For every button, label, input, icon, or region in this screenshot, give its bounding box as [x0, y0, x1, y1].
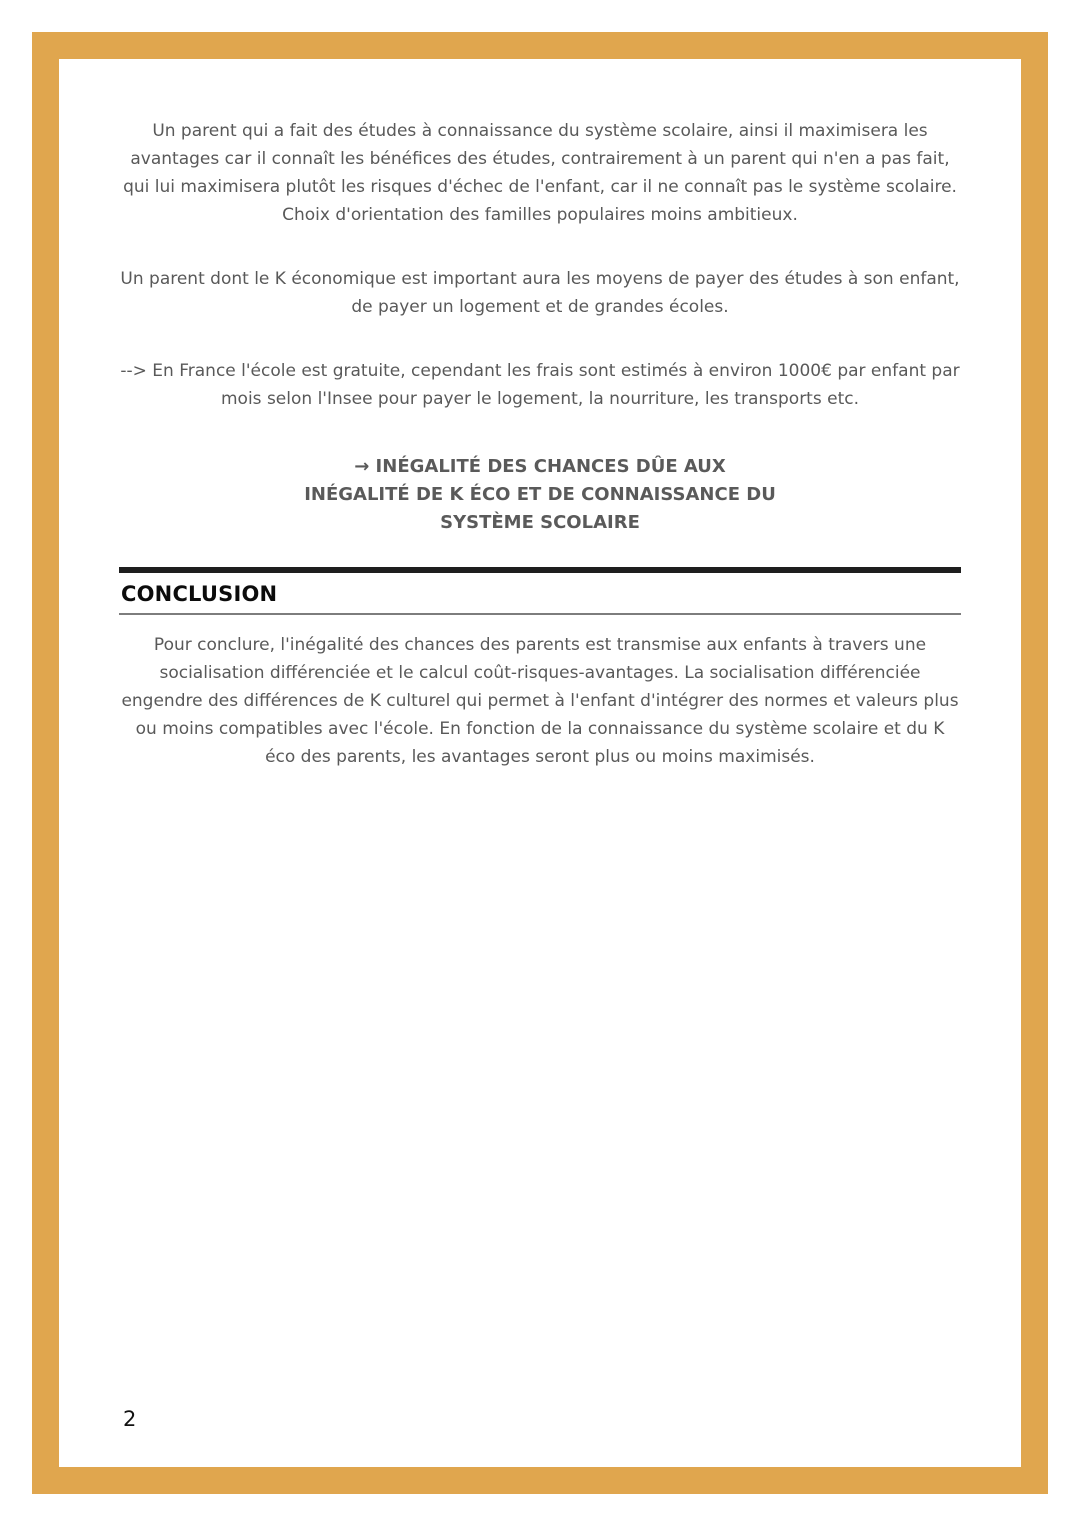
paragraph-k-economique: Un parent dont le K économique est important aura les moyens de payer des études à son enfant, de payer un logement et de grandes écoles. [120, 269, 960, 317]
emphasis-line-2: INÉGALITÉ DE K ÉCO ET DE CONNAISSANCE DU [304, 484, 776, 505]
page-number: 2 [123, 1407, 137, 1431]
page-frame [32, 32, 1048, 1494]
paragraph-ecole-gratuite: --> En France l'école est gratuite, cependant les frais sont estimés à environ 1000€ par enfant par mois selon l'Insee pour payer le logement, la nourriture, les transports etc. [120, 361, 960, 409]
conclusion-paragraph: Pour conclure, l'inégalité des chances des parents est transmise aux enfants à travers une socialisation différenciée et le calcul coût-risques-avantages. La socialisation différenciée engendre des différences de K culturel qui permet à l'enfant d'intégrer des normes et valeurs plus ou moins compatibles avec l'école. En fonction de la connaissance du système scolaire et du K éco des parents, les avantages seront plus ou moins maximisés. [121, 635, 959, 767]
emphasis-block [119, 453, 961, 537]
page-content [59, 59, 1021, 771]
conclusion-heading: CONCLUSION [121, 582, 278, 606]
emphasis-line-1: → INÉGALITÉ DES CHANCES DÛE AUX [354, 456, 726, 477]
emphasis-line-3: SYSTÈME SCOLAIRE [440, 512, 640, 533]
divider-thin [119, 613, 961, 615]
conclusion-section [119, 567, 961, 771]
paragraph-parent-etudes: Un parent qui a fait des études à connaissance du système scolaire, ainsi il maximisera les avantages car il connaît les bénéfices des études, contrairement à un parent qui n'en a pas fait, qui lui maximisera plutôt les risques d'échec de l'enfant, car il ne connaît pas le système scolaire. Choix d'orientation des familles populaires moins ambitieux. [123, 121, 957, 225]
